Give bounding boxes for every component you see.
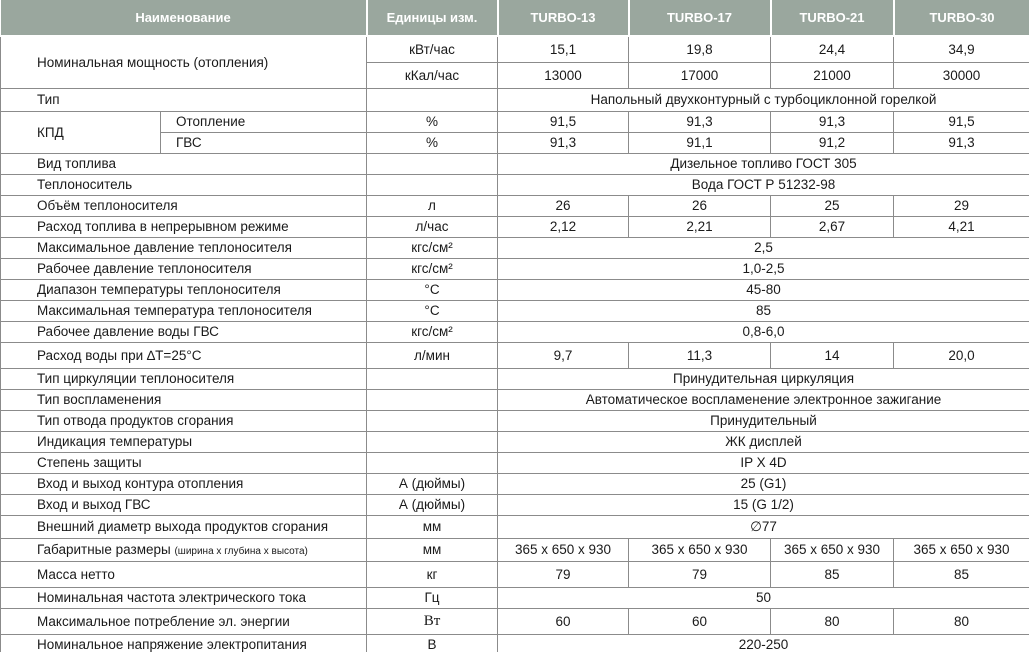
value-cell: 15,1 [498, 36, 629, 62]
span-value-cell: 220-250 [498, 634, 1029, 652]
value-cell: 30000 [894, 62, 1029, 88]
table-row-voltage [1, 634, 1029, 652]
unit-cell: Гц [367, 587, 498, 608]
value-cell: 91,5 [498, 111, 629, 132]
table-row-circulation [1, 368, 1029, 389]
unit-cell [367, 174, 498, 195]
row-label-weight: Масса нетто [1, 561, 367, 587]
table-row-volume [1, 195, 1029, 216]
value-cell: 2,12 [498, 216, 629, 237]
row-label-work-pressure: Рабочее давление теплоносителя [1, 258, 367, 279]
span-value-cell: Принудительный [498, 410, 1029, 431]
unit-cell: % [367, 132, 498, 153]
value-cell: 79 [629, 561, 771, 587]
row-label-ignition: Тип воспламенения [1, 389, 367, 410]
value-cell: 17000 [629, 62, 771, 88]
value-cell: 365 x 650 x 930 [629, 538, 771, 561]
table-row-kpd-heating [1, 111, 1029, 132]
col-header-units: Единицы изм. [367, 0, 498, 36]
row-label-circulation: Тип циркуляции теплоносителя [1, 368, 367, 389]
row-label-indication: Индикация температуры [1, 431, 367, 452]
unit-cell: °С [367, 279, 498, 300]
span-value-cell: Дизельное топливо ГОСТ 305 [498, 153, 1029, 174]
row-label-type: Тип [1, 88, 367, 111]
header-row [1, 0, 1029, 36]
row-label-voltage: Номинальное напряжение электропитания [1, 634, 367, 652]
row-label-consumption: Максимальное потребление эл. энергии [1, 608, 367, 634]
table-row-power-kwt [1, 36, 1029, 62]
value-cell: 365 x 650 x 930 [771, 538, 894, 561]
table-row-dhw-conn [1, 494, 1029, 515]
unit-cell: л/мин [367, 342, 498, 368]
table-row-consumption [1, 608, 1029, 634]
table-row-dimensions [1, 538, 1029, 561]
span-value-cell: 15 (G 1/2) [498, 494, 1029, 515]
value-cell: 24,4 [771, 36, 894, 62]
value-cell: 26 [498, 195, 629, 216]
table-row-weight [1, 561, 1029, 587]
span-value-cell: Автоматическое воспламенение электронное зажигание [498, 389, 1029, 410]
value-cell: 21000 [771, 62, 894, 88]
unit-cell: л/час [367, 216, 498, 237]
row-label-dhw-conn: Вход и выход ГВС [1, 494, 367, 515]
table-row-flue-diameter [1, 515, 1029, 538]
span-value-cell: IP X 4D [498, 452, 1029, 473]
table-row-water-flow [1, 342, 1029, 368]
value-cell: 80 [771, 608, 894, 634]
row-label-protection: Степень защиты [1, 452, 367, 473]
row-label-temp-range: Диапазон температуры теплоносителя [1, 279, 367, 300]
value-cell: 79 [498, 561, 629, 587]
value-cell: 91,5 [894, 111, 1029, 132]
row-label-coolant: Теплоноситель [1, 174, 367, 195]
value-cell: 25 [771, 195, 894, 216]
value-cell: 365 x 650 x 930 [498, 538, 629, 561]
row-sublabel-dhw: ГВС [161, 132, 367, 153]
value-cell: 9,7 [498, 342, 629, 368]
value-cell: 91,1 [629, 132, 771, 153]
table-row-heating-conn [1, 473, 1029, 494]
span-value-cell: Вода ГОСТ Р 51232-98 [498, 174, 1029, 195]
row-label-flue-diameter: Внешний диаметр выхода продуктов сгорания [1, 515, 367, 538]
table-row-frequency [1, 587, 1029, 608]
row-label-max-pressure: Максимальное давление теплоносителя [1, 237, 367, 258]
span-value-cell: 85 [498, 300, 1029, 321]
row-label-volume: Объём теплоносителя [1, 195, 367, 216]
unit-cell: мм [367, 538, 498, 561]
unit-cell [367, 452, 498, 473]
table-row-indication [1, 431, 1029, 452]
row-label-dhw-pressure: Рабочее давление воды ГВС [1, 321, 367, 342]
span-value-cell: Принудительная циркуляция [498, 368, 1029, 389]
unit-cell: Вт [367, 608, 498, 634]
value-cell: 91,3 [498, 132, 629, 153]
value-cell: 91,3 [629, 111, 771, 132]
value-cell: 60 [629, 608, 771, 634]
value-cell: 85 [771, 561, 894, 587]
unit-cell [367, 431, 498, 452]
span-value-cell: Напольный двухконтурный с турбоциклонной горелкой [498, 88, 1029, 111]
col-header-turbo-13: TURBO-13 [498, 0, 629, 36]
table-row-type [1, 88, 1029, 111]
col-header-turbo-21: TURBO-21 [771, 0, 894, 36]
table-row-work-pressure [1, 258, 1029, 279]
row-label-fuel-rate: Расход топлива в непрерывном режиме [1, 216, 367, 237]
row-label-water-flow: Расход воды при ∆T=25°С [1, 342, 367, 368]
unit-cell: кВт/час [367, 36, 498, 62]
unit-cell [367, 389, 498, 410]
unit-cell: кгс/см² [367, 237, 498, 258]
unit-cell: А (дюймы) [367, 473, 498, 494]
value-cell: 13000 [498, 62, 629, 88]
unit-cell: мм [367, 515, 498, 538]
col-header-turbo-30: TURBO-30 [894, 0, 1029, 36]
unit-cell [367, 368, 498, 389]
value-cell: 4,21 [894, 216, 1029, 237]
value-cell: 2,21 [629, 216, 771, 237]
row-label-dimensions-text: Габаритные размеры [37, 542, 171, 557]
table-row-protection [1, 452, 1029, 473]
value-cell: 60 [498, 608, 629, 634]
value-cell: 80 [894, 608, 1029, 634]
row-label-power: Номинальная мощность (отопления) [1, 36, 367, 88]
value-cell: 11,3 [629, 342, 771, 368]
table-row-dhw-pressure [1, 321, 1029, 342]
row-label-frequency: Номинальная частота электрического тока [1, 587, 367, 608]
unit-cell: кг [367, 561, 498, 587]
unit-cell: л [367, 195, 498, 216]
row-label-dimensions [1, 538, 367, 561]
value-cell: 91,2 [771, 132, 894, 153]
table-row-max-pressure [1, 237, 1029, 258]
unit-cell [367, 410, 498, 431]
unit-cell: В [367, 634, 498, 652]
table-row-coolant [1, 174, 1029, 195]
table-row-max-temp [1, 300, 1029, 321]
value-cell: 14 [771, 342, 894, 368]
value-cell: 20,0 [894, 342, 1029, 368]
span-value-cell: 2,5 [498, 237, 1029, 258]
value-cell: 29 [894, 195, 1029, 216]
value-cell: 2,67 [771, 216, 894, 237]
value-cell: 34,9 [894, 36, 1029, 62]
span-value-cell: 25 (G1) [498, 473, 1029, 494]
value-cell: 365 x 650 x 930 [894, 538, 1029, 561]
value-cell: 91,3 [894, 132, 1029, 153]
span-value-cell: 0,8-6,0 [498, 321, 1029, 342]
unit-cell: кгс/см² [367, 258, 498, 279]
unit-cell [367, 88, 498, 111]
row-label-exhaust: Тип отвода продуктов сгорания [1, 410, 367, 431]
span-value-cell: 50 [498, 587, 1029, 608]
span-value-cell: 45-80 [498, 279, 1029, 300]
row-label-max-temp: Максимальная температура теплоносителя [1, 300, 367, 321]
unit-cell: кгс/см² [367, 321, 498, 342]
table-row-fuel [1, 153, 1029, 174]
value-cell: 19,8 [629, 36, 771, 62]
unit-cell: °С [367, 300, 498, 321]
unit-cell: А (дюймы) [367, 494, 498, 515]
row-label-kpd: КПД [1, 111, 161, 153]
span-value-cell: ∅77 [498, 515, 1029, 538]
row-label-heating-conn: Вход и выход контура отопления [1, 473, 367, 494]
row-label-fuel: Вид топлива [1, 153, 367, 174]
value-cell: 91,3 [771, 111, 894, 132]
unit-cell: % [367, 111, 498, 132]
col-header-turbo-17: TURBO-17 [629, 0, 771, 36]
span-value-cell: ЖК дисплей [498, 431, 1029, 452]
unit-cell [367, 153, 498, 174]
value-cell: 26 [629, 195, 771, 216]
span-value-cell: 1,0-2,5 [498, 258, 1029, 279]
value-cell: 85 [894, 561, 1029, 587]
table-row-ignition [1, 389, 1029, 410]
row-sublabel-heating: Отопление [161, 111, 367, 132]
table-row-fuel-rate [1, 216, 1029, 237]
table-row-temp-range [1, 279, 1029, 300]
row-label-dimensions-note: (ширина х глубина х высота) [174, 546, 308, 557]
col-header-name: Наименование [1, 0, 367, 36]
table-row-exhaust [1, 410, 1029, 431]
unit-cell: кКал/час [367, 62, 498, 88]
